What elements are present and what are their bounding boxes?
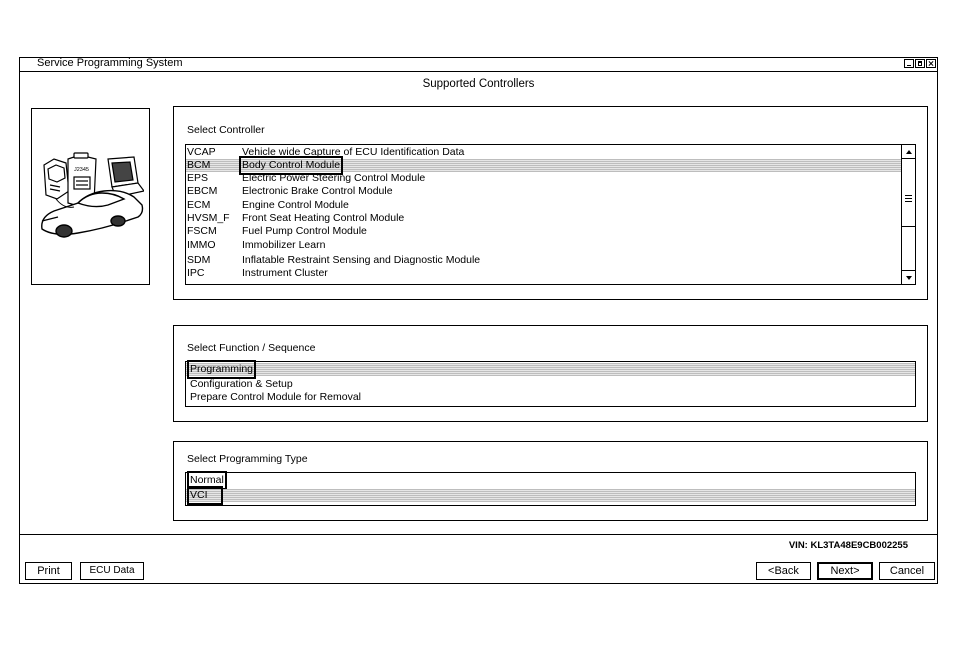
scroll-down-button[interactable] [902, 270, 915, 284]
arrow-down-icon [906, 276, 912, 280]
list-item[interactable]: Normal [190, 474, 224, 486]
controller-list[interactable] [185, 144, 916, 285]
list-item[interactable]: Configuration & Setup [190, 378, 293, 390]
select-function-label: Select Function / Sequence [187, 342, 316, 354]
function-list[interactable] [185, 361, 916, 407]
list-item-selected[interactable]: BCM Body Control Module [186, 159, 902, 172]
select-programming-type-panel [173, 441, 928, 521]
scroll-thumb[interactable] [902, 158, 915, 227]
footer-divider [20, 534, 937, 535]
list-item[interactable]: EBCM Electronic Brake Control Module [187, 185, 393, 197]
window-controls [904, 59, 936, 68]
svg-text:J2345: J2345 [74, 167, 89, 173]
select-controller-label: Select Controller [187, 124, 265, 136]
list-item[interactable]: IMMO Immobilizer Learn [187, 239, 326, 251]
select-controller-panel [173, 106, 928, 300]
list-item[interactable]: VCAP Vehicle wide Capture of ECU Identification Data [187, 146, 465, 158]
list-item[interactable]: EPS Electric Power Steering Control Module [187, 172, 426, 184]
programming-type-list[interactable] [185, 472, 916, 506]
back-button[interactable]: <Back [756, 562, 811, 580]
vehicle-tool-illustration [31, 108, 150, 285]
title-bar [20, 58, 937, 72]
ecu-data-button[interactable]: ECU Data [80, 562, 144, 580]
maximize-icon[interactable] [915, 59, 925, 68]
list-item[interactable]: IPC Instrument Cluster [187, 267, 328, 279]
list-item[interactable]: ECM Engine Control Module [187, 199, 349, 211]
list-item[interactable]: HVSM_F Front Seat Heating Control Module [187, 212, 405, 224]
list-item-selected[interactable]: Programming [186, 363, 915, 376]
arrow-up-icon [906, 150, 912, 154]
application-window [19, 57, 938, 584]
close-icon[interactable] [926, 59, 936, 68]
cancel-button[interactable]: Cancel [879, 562, 935, 580]
minimize-icon[interactable] [904, 59, 914, 68]
select-function-panel [173, 325, 928, 422]
window-title: Service Programming System [37, 57, 183, 69]
vin-readout: VIN: KL3TA48E9CB002255 [788, 540, 908, 551]
list-item-selected[interactable]: VCI [186, 489, 915, 502]
scroll-up-button[interactable] [902, 145, 915, 159]
next-button[interactable]: Next> [817, 562, 873, 580]
list-item[interactable]: FSCM Fuel Pump Control Module [187, 225, 367, 237]
list-item[interactable]: SDM Inflatable Restraint Sensing and Diagnostic Module [187, 254, 481, 266]
car-with-scan-tool-icon [38, 147, 144, 247]
grip-icon [905, 195, 912, 202]
page-title: Supported Controllers [422, 78, 535, 90]
controller-list-scrollbar[interactable] [901, 145, 915, 284]
list-item[interactable]: Prepare Control Module for Removal [190, 391, 361, 403]
select-programming-type-label: Select Programming Type [187, 453, 308, 465]
print-button[interactable]: Print [25, 562, 72, 580]
